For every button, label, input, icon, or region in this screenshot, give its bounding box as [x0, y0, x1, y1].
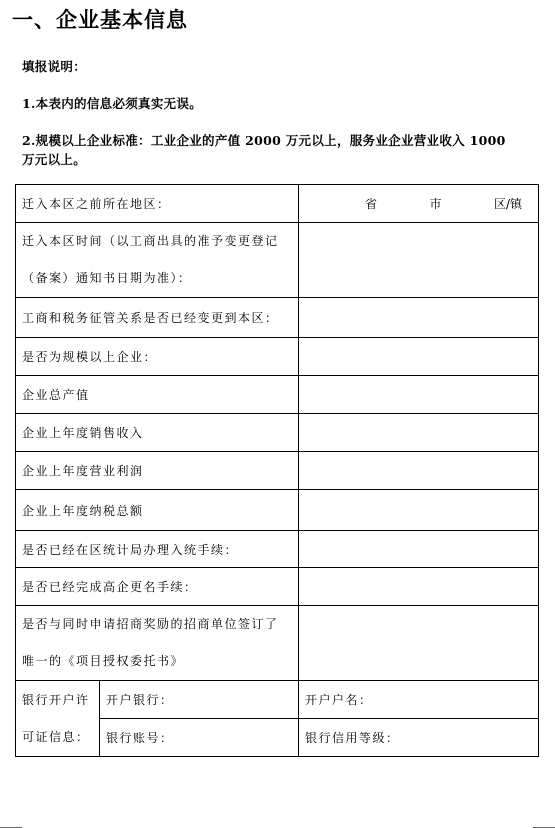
field-label-statistics-registration: 是否已经在区统计局办理入统手续： — [16, 531, 299, 568]
field-label-total-tax: 企业上年度纳税总额 — [16, 490, 299, 531]
relocation-date-label-line-2: （备案）通知书日期为准）： — [22, 271, 192, 285]
rename-procedure-field[interactable] — [299, 568, 539, 606]
field-label-total-output: 企业总产值 — [16, 376, 299, 414]
table-row — [16, 223, 539, 298]
table-row — [16, 681, 539, 719]
field-label-operating-profit: 企业上年度营业利润 — [16, 452, 299, 490]
credit-level-field[interactable]: 银行信用等级： — [299, 719, 539, 757]
district-label: 区/镇 — [493, 197, 522, 211]
authorization-letter-field[interactable] — [299, 606, 539, 681]
city-label: 市 — [429, 197, 442, 211]
authorization-label-line-2: 唯一的《项目授权委托书》 — [22, 654, 185, 668]
relocation-date-field[interactable] — [299, 223, 539, 298]
authorization-label-line-1: 是否与同时申请招商奖励的招商单位签订了 — [22, 617, 279, 631]
enterprise-info-table — [15, 184, 539, 757]
table-row — [16, 376, 539, 414]
instruction-item-1: 1.本表内的信息必须真实无误。 — [22, 96, 203, 111]
table-row — [16, 531, 539, 568]
tax-relation-field[interactable] — [299, 298, 539, 338]
field-label-previous-location: 迁入本区之前所在地区： — [16, 185, 299, 223]
section-heading: 一、企业基本信息 — [12, 8, 188, 32]
bank-license-label-line-2: 可证信息： — [22, 729, 90, 744]
table-row — [16, 414, 539, 452]
field-label-bank-license — [16, 681, 100, 757]
account-number-field[interactable]: 银行账号： — [100, 719, 299, 757]
operating-profit-field[interactable] — [299, 452, 539, 490]
field-label-sales-revenue: 企业上年度销售收入 — [16, 414, 299, 452]
table-row — [16, 490, 539, 531]
table-row — [16, 338, 539, 376]
province-label: 省 — [365, 197, 378, 211]
table-row — [16, 606, 539, 681]
field-label-above-scale: 是否为规模以上企业： — [16, 338, 299, 376]
bank-license-label-line-1: 银行开户许 — [22, 692, 90, 707]
instruction-item-2-line-2: 万元以上。 — [22, 152, 87, 167]
field-label-rename-procedure: 是否已经完成高企更名手续： — [16, 568, 299, 606]
field-label-relocation-date — [16, 223, 299, 298]
sales-revenue-field[interactable] — [299, 414, 539, 452]
total-tax-field[interactable] — [299, 490, 539, 531]
previous-location-field[interactable] — [299, 185, 539, 223]
table-row — [16, 452, 539, 490]
table-row — [16, 298, 539, 338]
relocation-date-label-line-1: 迁入本区时间（以工商出具的准予变更登记 — [22, 234, 279, 248]
above-scale-field[interactable] — [299, 338, 539, 376]
table-row — [16, 568, 539, 606]
statistics-registration-field[interactable] — [299, 531, 539, 568]
instruction-item-2-line-1: 2.规模以上企业标准：工业企业的产值 2000 万元以上，服务业企业营业收入 1000 — [22, 133, 506, 148]
table-row — [16, 185, 539, 223]
account-name-field[interactable]: 开户户名： — [299, 681, 539, 719]
bank-name-field[interactable]: 开户银行： — [100, 681, 299, 719]
field-label-tax-relation: 工商和税务征管关系是否已经变更到本区： — [16, 298, 299, 338]
total-output-field[interactable] — [299, 376, 539, 414]
field-label-authorization-letter — [16, 606, 299, 681]
instructions-label: 填报说明： — [22, 59, 87, 74]
